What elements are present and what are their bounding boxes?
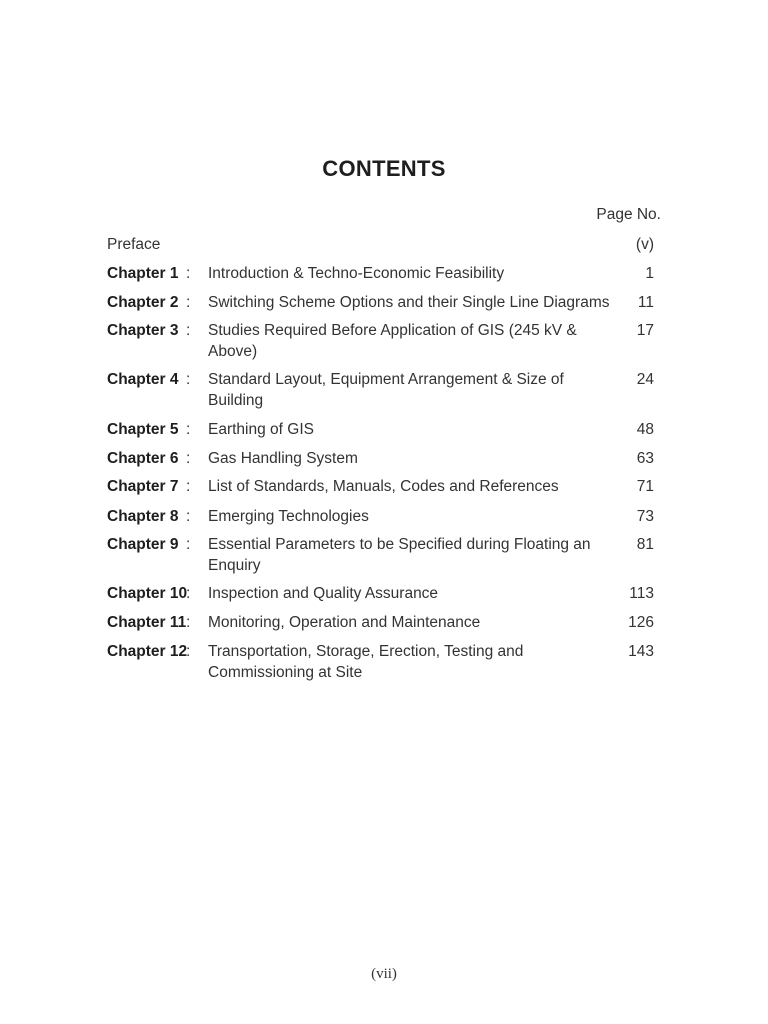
toc-colon: : [186,643,191,660]
toc-chapter-label: Chapter 3 [107,322,179,339]
toc-chapter-label: Chapter 10 [107,585,188,602]
toc-page-number: 11 [637,294,654,311]
toc-colon: : [186,536,191,553]
toc-page-number: 24 [636,371,654,388]
toc-colon: : [186,585,191,602]
toc-colon: : [186,450,191,467]
toc-colon: : [186,508,191,525]
toc-colon: : [186,265,191,282]
toc-page-number: 73 [636,508,654,525]
toc-page-number: 48 [636,421,654,438]
page-footer-number: (vii) [371,966,397,982]
toc-colon: : [186,478,191,495]
toc-chapter-label: Chapter 11 [107,614,187,631]
toc-page-number: 143 [628,643,654,660]
toc-label: Preface [107,236,161,253]
toc-chapter-label: Chapter 2 [107,294,179,311]
toc-page-number: (v) [635,236,654,253]
toc-colon: : [186,322,191,339]
toc-chapter-label: Chapter 1 [107,265,179,282]
toc-chapter-title: List of Standards, Manuals, Codes and References [208,478,559,495]
toc-page-number: 1 [645,265,654,282]
toc-chapter-label: Chapter 12 [107,643,188,660]
toc-page-number: 17 [636,322,654,339]
toc-chapter-title: Essential Parameters to be Specified during Floating an Enquiry [208,536,591,574]
toc-chapter-label: Chapter 6 [107,450,179,467]
toc-chapter-title: Introduction & Techno-Economic Feasibility [208,265,505,282]
toc-chapter-label: Chapter 5 [107,421,179,438]
toc-page-number: 63 [636,450,654,467]
toc-chapter-label: Chapter 8 [107,508,179,525]
toc-colon: : [186,371,191,388]
toc-page-number: 71 [636,478,654,495]
toc-chapter-title: Monitoring, Operation and Maintenance [208,614,481,631]
toc-chapter-title: Inspection and Quality Assurance [208,585,439,602]
toc-colon: : [186,614,191,631]
toc-chapter-title: Earthing of GIS [208,421,314,438]
toc-page-number: 113 [629,585,654,602]
toc-chapter-title: Transportation, Storage, Erection, Testing and Commissioning at Site [208,643,524,681]
page-title: CONTENTS [322,156,446,181]
toc-chapter-title: Studies Required Before Application of GIS (245 kV & Above) [208,322,577,360]
toc-chapter-title: Switching Scheme Options and their Single Line Diagrams [208,294,610,311]
toc-chapter-label: Chapter 4 [107,371,179,388]
toc-page-number: 81 [636,536,654,553]
toc-colon: : [186,294,191,311]
toc-colon: : [186,421,191,438]
toc-chapter-title: Standard Layout, Equipment Arrangement & Size of Building [208,371,564,409]
toc-page-number: 126 [628,614,654,631]
toc-chapter-title: Emerging Technologies [208,508,369,525]
toc-chapter-label: Chapter 9 [107,536,179,553]
toc-chapter-title: Gas Handling System [208,450,358,467]
toc-chapter-label: Chapter 7 [107,478,179,495]
page-no-header: Page No. [596,206,661,223]
